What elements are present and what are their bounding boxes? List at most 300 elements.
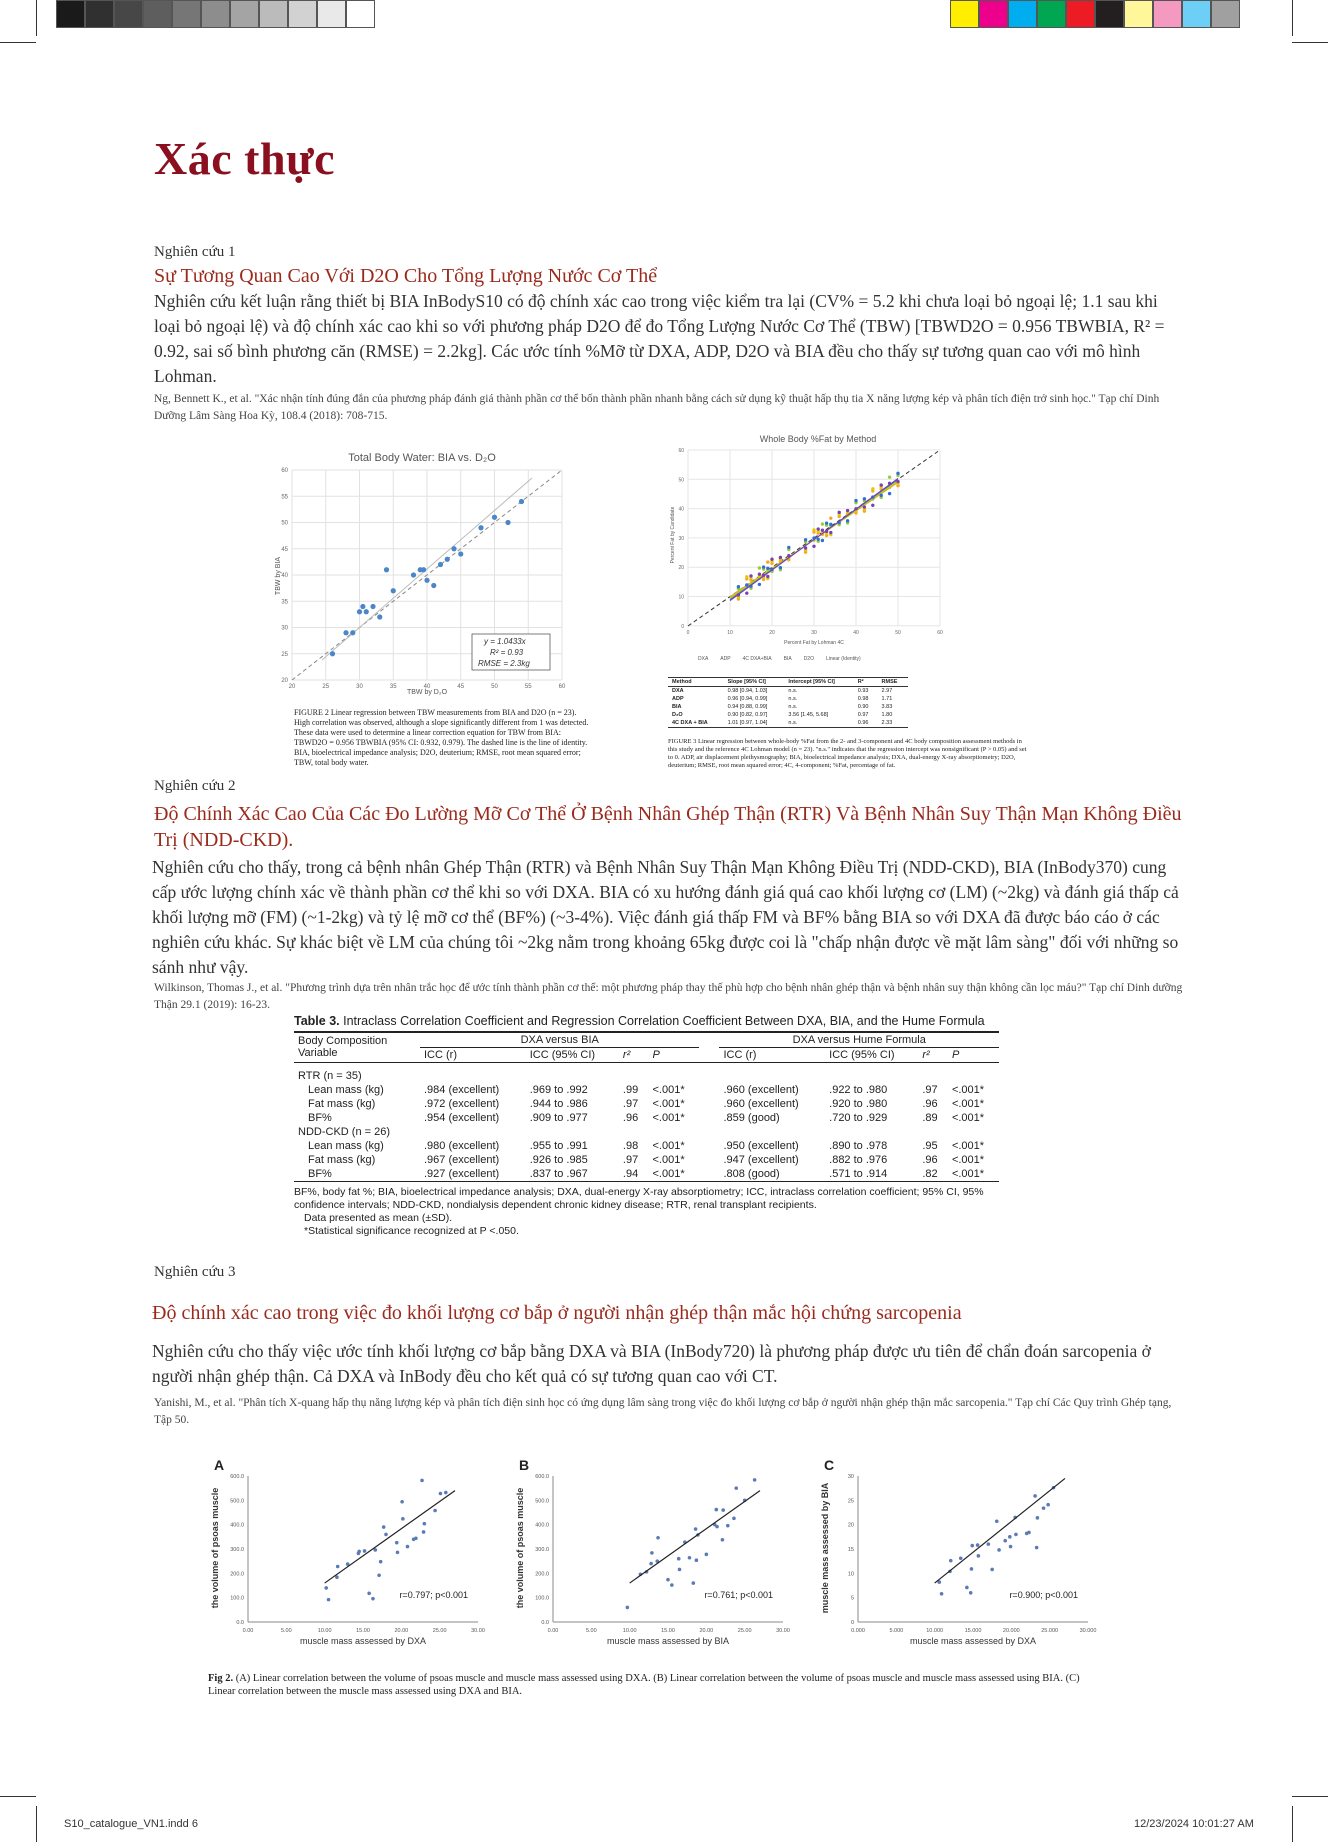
panel-xtick: 0.00 (242, 1628, 254, 1634)
pctfat-table-cell: DXA (672, 688, 684, 694)
table3-notes (294, 1186, 999, 1238)
panel-data-point (363, 1549, 367, 1553)
panel-letter: C (824, 1458, 835, 1473)
pctfat-table-cell: n.s. (788, 720, 798, 726)
pctfat-xlabel: Percent Fat by Lohman 4C (784, 640, 844, 646)
table3-cell: .926 to .985 (529, 1153, 588, 1166)
panel-data-point (357, 1550, 361, 1554)
pctfat-table-cell: n.s. (788, 704, 798, 710)
pctfat-table-cell: 0.94 [0.88, 0.99] (727, 704, 768, 710)
panel-data-point (705, 1553, 709, 1557)
panel-xtick: 0.00 (547, 1628, 559, 1634)
pctfat-table-cell: n.s. (788, 688, 798, 694)
panel-data-point (396, 1551, 400, 1555)
page-title: Xác thực (154, 133, 336, 184)
pctfat-table-cell: BIA (672, 704, 682, 710)
pctfat-xtick: 0 (686, 630, 690, 636)
tbw-data-point (519, 499, 524, 504)
psoas-caption-label: Fig 2. (208, 1673, 234, 1684)
panel-data-point (384, 1533, 388, 1537)
pctfat-table-cell: 2.33 (881, 720, 893, 726)
tbw-data-point (451, 546, 456, 551)
tbw-data-point (411, 572, 416, 577)
panel-ytick: 5 (850, 1595, 854, 1602)
table3-subheader: ICC (r) (424, 1049, 457, 1061)
panel-xtick: 5.00 (280, 1628, 292, 1634)
table3-cell: <.001* (951, 1111, 985, 1124)
panel-ytick: 200.0 (230, 1571, 244, 1578)
panel-data-point (678, 1568, 682, 1572)
panel-data-point (753, 1478, 757, 1482)
panel-data-point (677, 1557, 681, 1561)
tbw-ytick: 20 (281, 678, 288, 684)
panel-data-point (666, 1578, 670, 1582)
gray-swatch (288, 0, 317, 28)
pctfat-table-header: RMSE (881, 679, 898, 685)
table3-note-abbrev: BF%, body fat %; BIA, bioelectrical impedance analysis; DXA, dual-energy X-ray absorptiometry; ICC, intraclass correlation coefficient; 95% CI, 95% confidence intervals; NDD-CKD, nondialysis dependent chronic kidney disease; RTR, renal transplant recipients. (294, 1185, 984, 1211)
panel-ytick: 0.0 (541, 1620, 549, 1626)
tbw-xtick: 45 (457, 684, 465, 690)
table3-cell: .920 to .980 (829, 1097, 888, 1110)
tbw-data-point (330, 651, 335, 656)
study2-reference: Wilkinson, Thomas J., et al. "Phương trình dựa trên nhân trắc học để ước tính thành phần cơ thể: một phương pháp thay thế phù hợp cho bệnh nhân ghép thận và bệnh nhân suy thận không cần lọc máu?" Tạp chí Dinh dưỡng Thận 29.1 (2019): 16-23. (154, 982, 1183, 1011)
pctfat-table-row (668, 703, 908, 711)
panel-data-point (1003, 1539, 1007, 1543)
table3-cell: Fat mass (kg) (308, 1097, 376, 1110)
pctfat-data-point (779, 566, 782, 569)
panel-ytick: 25 (847, 1498, 854, 1505)
panel-data-point (401, 1517, 405, 1521)
panel-data-point (649, 1562, 653, 1566)
panel-data-point (1008, 1535, 1012, 1539)
panel-letter: B (519, 1458, 530, 1473)
crop-mark (0, 1796, 36, 1797)
panel-data-point (395, 1541, 399, 1545)
table3-group-bia: DXA versus BIA (420, 1033, 699, 1048)
panel-xtick: 15.000 (964, 1628, 982, 1634)
eq-rmse: RMSE = 2.3kg (478, 659, 530, 668)
table3-cell: .960 (excellent) (723, 1097, 799, 1110)
table3-caption-text: Intraclass Correlation Coefficient and Regression Correlation Coefficient Between DXA, BIA, and the Hume Formula (343, 1014, 985, 1028)
pctfat-ytick: 20 (678, 565, 684, 572)
panel-data-point (656, 1536, 660, 1540)
table3-cell: .859 (good) (723, 1111, 780, 1124)
tbw-xtick: 30 (356, 684, 363, 690)
tbw-data-point (458, 551, 463, 556)
tbw-ytick: 50 (281, 520, 288, 527)
table3-subheader: ICC (r) (723, 1049, 757, 1061)
panel-xtick: 20.000 (1002, 1628, 1020, 1634)
table3-caption-label: Table 3. (294, 1014, 340, 1028)
psoas-panel-b (509, 1458, 809, 1658)
pctfat-table-cell: 0.93 (857, 688, 869, 694)
pctfat-table-cell: 3.83 (881, 704, 893, 710)
pctfat-data-point (758, 566, 761, 569)
study1-body: Nghiên cứu kết luận rằng thiết bị BIA InBodyS10 có độ chính xác cao trong việc kiểm tra lại (CV% = 5.2 khi chưa loại bỏ ngoại lệ; 1.1 sau khi loại bỏ ngoại lệ) và độ chính xác cao khi so với phương pháp D2O để đo Tổng Lượng Nước Cơ Thể (TBW) [TBWD2O = 0.956 TBWBIA, R² = 0.92, sai số bình phương căn (RMSE) = 2.2kg]. Các ước tính %Mỡ từ DXA, ADP, D2O và BIA đều cho thấy sự tương quan cao với mô hình Lohman. (154, 291, 1165, 386)
tbw-ytick: 45 (281, 546, 288, 553)
table3-subheader: ICC (95% CI) (829, 1049, 895, 1061)
tbw-ytick: 25 (281, 651, 288, 658)
panel-xtick: 10.00 (317, 1628, 332, 1634)
pctfat-data-point (737, 585, 740, 588)
pctfat-figure (668, 430, 1028, 780)
table3-cell: .95 (922, 1139, 938, 1152)
panel-regression-line (630, 1491, 760, 1583)
pctfat-data-point (766, 560, 769, 563)
study2-label: Nghiên cứu 2 (154, 778, 236, 794)
panel-data-point (949, 1559, 953, 1563)
pctfat-table-cell: ADP (672, 696, 684, 702)
tbw-data-point (492, 515, 497, 520)
panel-data-point (726, 1524, 730, 1528)
panel-data-point (324, 1586, 328, 1590)
color-swatch (1095, 0, 1124, 28)
pctfat-data-point (821, 528, 824, 531)
pctfat-data-point (854, 499, 857, 502)
table3-cell: .97 (622, 1153, 639, 1166)
panel-data-point (995, 1519, 999, 1523)
panel-xtick: 15.00 (356, 1628, 370, 1634)
table3-cell: BF% (308, 1111, 332, 1124)
panel-data-point (976, 1543, 980, 1547)
table3-block (294, 1014, 999, 1238)
tbw-chart-title: Total Body Water: BIA vs. D₂O (348, 452, 496, 464)
table3-cell: .967 (excellent) (424, 1153, 500, 1166)
tbw-data-point (364, 609, 369, 614)
panel-ytick: 400.0 (535, 1522, 549, 1529)
pctfat-data-point (762, 565, 765, 568)
crop-mark (36, 1806, 37, 1842)
table3-cell: Lean mass (kg) (308, 1139, 384, 1152)
study1-reference: Ng, Bennett K., et al. "Xác nhận tính đúng đắn của phương pháp đánh giá thành phần cơ thể bốn thành phần nhanh bằng cách sử dụng kỹ thuật hấp thụ tia X năng lượng kép và phân tích điện trở sinh học." Tạp chí Dinh Dưỡng Lâm Sàng Hoa Kỳ, 108.4 (2018): 708-715. (154, 393, 1160, 422)
tbw-scatter-figure (272, 446, 589, 767)
pctfat-ytick: 60 (678, 448, 684, 454)
panel-xtick: 30.00 (471, 1628, 485, 1634)
table3-cell: .808 (good) (723, 1167, 780, 1180)
panel-data-point (970, 1567, 974, 1571)
table3-subheader: P (652, 1049, 660, 1061)
tbw-ytick: 40 (281, 573, 288, 579)
pctfat-data-point (766, 567, 769, 570)
panel-data-point (670, 1583, 674, 1587)
pctfat-data-point (804, 538, 807, 541)
table3-cell: <.001* (652, 1167, 685, 1180)
tbw-data-point (343, 630, 348, 635)
table3-cell: .954 (excellent) (424, 1111, 500, 1124)
tbw-xtick: 55 (524, 684, 532, 690)
panel-data-point (732, 1517, 736, 1521)
crop-mark (1292, 0, 1293, 36)
pctfat-ylabel: Percent Fat by Candidate (670, 506, 676, 564)
pctfat-data-point (863, 505, 866, 508)
table3-cell: BF% (308, 1167, 332, 1180)
panel-data-point (997, 1548, 1001, 1552)
table3-cell: <.001* (652, 1111, 685, 1124)
table3-cell: <.001* (951, 1167, 985, 1180)
tbw-data-point (391, 588, 396, 593)
gray-swatch (317, 0, 346, 28)
psoas-panel-c (814, 1458, 1114, 1658)
panel-xtick: 25.000 (1041, 1628, 1059, 1634)
panel-data-point (1042, 1506, 1046, 1510)
tbw-data-point (377, 614, 382, 619)
table3-subheader: r² (622, 1049, 631, 1061)
gray-swatch (172, 0, 201, 28)
footer-file-info: S10_catalogue_VN1.indd 6 (64, 1818, 198, 1830)
panel-data-point (626, 1606, 630, 1610)
panel-stat: r=0.761; p<0.001 (704, 1590, 773, 1600)
tbw-ytick: 30 (281, 625, 288, 632)
table3-cell: Lean mass (kg) (308, 1083, 384, 1096)
table3-cell: .97 (622, 1097, 639, 1110)
panel-data-point (695, 1558, 699, 1562)
table3-cell: <.001* (652, 1153, 685, 1166)
panel-ytick: 10 (847, 1571, 854, 1578)
table3-cell: <.001* (652, 1139, 685, 1152)
panel-data-point (650, 1551, 654, 1555)
gray-swatch-bar (56, 0, 375, 30)
psoas-figure (204, 1458, 1124, 1708)
tbw-data-point (445, 557, 450, 562)
table3-section-name: RTR (n = 35) (298, 1069, 362, 1082)
pctfat-data-point (880, 483, 883, 486)
gray-swatch (230, 0, 259, 28)
table3-cell: .972 (excellent) (424, 1097, 500, 1110)
color-swatch (1124, 0, 1153, 28)
panel-xlabel: muscle mass assessed by BIA (606, 1636, 730, 1646)
table3-cell: .89 (922, 1111, 938, 1124)
pctfat-data-point (821, 522, 824, 525)
panel-data-point (400, 1500, 404, 1504)
study3-reference: Yanishi, M., et al. "Phân tích X-quang hấp thụ năng lượng kép và phân tích điện sinh học có ứng dụng lâm sàng trong việc đo khối lượng cơ bắp ở người nhận ghép thận mắc sarcopenia." Tạp chí Các Quy trình Ghép tạng, Tập 50. (154, 1397, 1172, 1426)
gray-swatch (201, 0, 230, 28)
panel-data-point (965, 1586, 969, 1590)
panel-data-point (420, 1479, 424, 1483)
table3-cell: .97 (922, 1083, 938, 1096)
table3-cell: <.001* (951, 1083, 985, 1096)
panel-ytick: 30 (847, 1474, 854, 1480)
table3-cell: .94 (622, 1167, 639, 1180)
psoas-figure-caption (208, 1672, 1088, 1698)
table3-cell: .922 to .980 (829, 1083, 888, 1096)
pctfat-data-point (896, 472, 899, 475)
pctfat-table-header: Method (672, 679, 692, 685)
pctfat-data-point (758, 583, 761, 586)
table3-cell: .837 to .967 (529, 1167, 588, 1180)
pctfat-data-point (787, 546, 790, 549)
pctfat-table-cell: 0.90 [0.82, 0.97] (727, 712, 768, 718)
pctfat-data-point (749, 574, 752, 577)
panel-xtick: 15.00 (661, 1628, 675, 1634)
pctfat-scatter-chart (668, 430, 958, 660)
panel-data-point (423, 1522, 427, 1526)
panel-data-point (327, 1598, 331, 1602)
study2-title: Độ Chính Xác Cao Của Các Đo Lường Mỡ Cơ Thể Ở Bệnh Nhân Ghép Thận (RTR) Và Bệnh Nhân Suy Thận Mạn Không Điều Trị (NDD-CKD). (154, 803, 1182, 851)
panel-xtick: 0.000 (851, 1628, 865, 1634)
pctfat-data-point (821, 539, 824, 542)
pctfat-data-point (812, 528, 815, 531)
table3-cell: <.001* (652, 1083, 685, 1096)
panel-ytick: 500.0 (230, 1498, 244, 1505)
crop-mark (36, 0, 37, 36)
pctfat-table-row (668, 711, 908, 719)
panel-data-point (1046, 1503, 1050, 1507)
pctfat-table-cell: 0.96 (857, 720, 869, 726)
study1-title: Sự Tương Quan Cao Với D2O Cho Tổng Lượng Nước Cơ Thể (154, 265, 658, 287)
tbw-xlabel: TBW by D₂O (406, 689, 448, 696)
panel-ytick: 15 (847, 1547, 854, 1553)
table3-cell: .984 (excellent) (424, 1083, 500, 1096)
color-swatch (1037, 0, 1066, 28)
pctfat-ytick: 0 (681, 623, 684, 630)
tbw-xtick: 50 (491, 684, 498, 690)
pctfat-data-point (863, 497, 866, 500)
pctfat-data-point (871, 487, 874, 490)
panel-xtick: 25.00 (737, 1628, 752, 1634)
color-swatch (979, 0, 1008, 28)
gray-swatch (56, 0, 85, 28)
tbw-data-point (424, 578, 429, 583)
pctfat-ytick: 30 (678, 535, 684, 542)
table3-row (294, 1153, 999, 1167)
tbw-data-point (431, 583, 436, 588)
table3-cell: .955 to .991 (529, 1139, 588, 1152)
panel-xtick: 20.00 (394, 1628, 409, 1634)
tbw-figure-caption: FIGURE 2 Linear regression between TBW measurements from BIA and D2O (n = 23). High correlation was observed, although a slope significantly different from 1 was detected. These data were used to determine a linear correction equation for TBW from BIA: TBWD2O = 0.956 TBWBIA (95% CI: 0.932, 0.979). The dashed line is the line of identity. BIA, bioelectrical impedance analysis; D2O, deuterium; RMSE, root mean squared error; TBW, total body water. (294, 708, 589, 767)
pctfat-table-cell: D₂O (672, 712, 683, 718)
pctfat-data-point (817, 527, 820, 530)
psoas-caption-text: (A) Linear correlation between the volume of psoas muscle and muscle mass assessed using DXA. (B) Linear correlation between the volume of psoas muscle and muscle mass assessed using BIA. (C) Linear correlation between the muscle mass assessed using DXA and BIA. (208, 1673, 1080, 1697)
tbw-data-point (478, 525, 483, 530)
pctfat-xtick: 60 (937, 630, 943, 636)
table3-section-name: NDD-CKD (n = 26) (298, 1125, 390, 1138)
pctfat-table-cell: 4C DXA + BIA (672, 720, 708, 726)
crop-mark (1292, 1796, 1328, 1797)
panel-data-point (990, 1568, 994, 1572)
table3-caption (294, 1014, 999, 1033)
study3-title: Độ chính xác cao trong việc đo khối lượng cơ bắp ở người nhận ghép thận mắc hội chứng sarcopenia (152, 1302, 962, 1324)
panel-data-point (1036, 1516, 1040, 1520)
panel-data-point (377, 1573, 381, 1577)
panel-xlabel: muscle mass assessed by DXA (299, 1636, 427, 1646)
panel-regression-line (935, 1478, 1065, 1583)
pctfat-table-header: Intercept [95% CI] (788, 679, 835, 685)
pctfat-table-cell: 0.98 (857, 696, 869, 702)
panel-ytick: 300.0 (535, 1547, 549, 1553)
pctfat-table-cell: 1.80 (881, 712, 893, 718)
pctfat-data-point (829, 531, 832, 534)
pctfat-data-point (779, 556, 782, 559)
panel-xtick: 5.00 (585, 1628, 597, 1634)
panel-data-point (734, 1486, 738, 1490)
panel-ytick: 100.0 (230, 1595, 244, 1602)
pctfat-ytick: 50 (678, 477, 684, 484)
table3-subheader: r² (922, 1049, 930, 1061)
tbw-xtick: 35 (389, 684, 397, 690)
pctfat-table-row (668, 687, 908, 696)
table3-cell: <.001* (951, 1139, 985, 1152)
pctfat-legend-item: ADP (720, 656, 731, 662)
panel-ylabel: the volume of psoas muscle (210, 1487, 220, 1609)
panel-ytick: 20 (847, 1522, 854, 1529)
panel-data-point (688, 1556, 692, 1560)
study2-body: Nghiên cứu cho thấy, trong cả bệnh nhân Ghép Thận (RTR) và Bệnh Nhân Suy Thận Mạn Không Điều Trị (NDD-CKD), BIA (InBody370) cung cấp ước lượng chính xác về thành phần cơ thể khi so với DXA. BIA có xu hướng đánh giá quá cao khối lượng cơ (LM) (~2kg) và đánh giá thấp cả khối lượng mỡ (FM) (~1-2kg) và tỷ lệ mỡ cơ thể (BF%) (~3-4%). Việc đánh giá thấp FM và BF% bằng BIA so với DXA đã được báo cáo ở các nghiên cứu khác. Sự khác biệt về LM của chúng tôi ~2kg nằm trong khoảng 65kg được coi là "chấp nhận được về mặt lâm sàng" đối với những so sánh như vậy. (152, 857, 1179, 977)
panel-ytick: 100.0 (535, 1595, 549, 1602)
tbw-ylabel: TBW by BIA (275, 556, 282, 596)
color-swatch (1008, 0, 1037, 28)
pctfat-ytick: 40 (678, 506, 684, 513)
tbw-ytick: 60 (281, 468, 288, 474)
panel-xtick: 10.00 (622, 1628, 637, 1634)
panel-xlabel: muscle mass assessed by DXA (909, 1636, 1037, 1646)
pctfat-data-point (745, 575, 748, 578)
pctfat-legend-item: DXA (698, 656, 709, 662)
pctfat-data-point (871, 504, 874, 507)
color-swatch (1153, 0, 1182, 28)
table3-cell: .980 (excellent) (424, 1139, 500, 1152)
crop-mark (1292, 42, 1328, 43)
tbw-data-point (370, 604, 375, 609)
panel-data-point (940, 1592, 944, 1596)
tbw-xtick: 40 (423, 684, 431, 690)
pctfat-legend (698, 656, 861, 662)
pctfat-data-point (825, 521, 828, 524)
panel-data-point (987, 1542, 991, 1546)
table3-cell: .720 to .929 (829, 1111, 888, 1124)
panel-data-point (959, 1556, 963, 1560)
pctfat-data-point (888, 492, 891, 495)
panel-data-point (336, 1565, 340, 1569)
table3-group-hume: DXA versus Hume Formula (719, 1033, 999, 1048)
panel-ytick: 400.0 (230, 1522, 244, 1529)
table3-cell: .947 (excellent) (723, 1153, 799, 1166)
study1-label: Nghiên cứu 1 (154, 244, 236, 260)
pctfat-table-cell: 3.56 [1.45, 5.68] (788, 712, 829, 718)
table3-col-variable: Body Composition Variable (298, 1035, 388, 1059)
pctfat-legend-item: D2O (803, 656, 814, 662)
panel-data-point (422, 1530, 426, 1534)
panel-ylabel: muscle mass assessed by BIA (820, 1482, 830, 1614)
table3-subheader: P (951, 1049, 960, 1061)
panel-ytick: 500.0 (535, 1498, 549, 1505)
tbw-data-point (350, 630, 355, 635)
tbw-data-point (357, 609, 362, 614)
table3-cell: .890 to .978 (829, 1139, 888, 1152)
panel-data-point (367, 1591, 371, 1595)
pctfat-table-cell: n.s. (788, 696, 798, 702)
table3-row (294, 1097, 999, 1111)
tbw-data-point (505, 520, 510, 525)
panel-data-point (694, 1527, 698, 1531)
study3-body: Nghiên cứu cho thấy việc ước tính khối lượng cơ bắp bằng DXA và BIA (InBody720) là phương pháp được ưu tiên để chẩn đoán sarcopenia ở người nhận ghép thận. Cả DXA và InBody đều cho kết quả có sự tương quan cao với CT. (152, 1341, 1151, 1386)
study3-label: Nghiên cứu 3 (154, 1264, 236, 1280)
eq-slope: y = 1.0433x (484, 637, 526, 646)
panel-data-point (1014, 1533, 1018, 1537)
pctfat-table-cell: 1.01 [0.97, 1.04] (727, 720, 768, 726)
color-swatch (1211, 0, 1240, 28)
panel-ytick: 600.0 (230, 1474, 244, 1480)
table3-cell: .99 (622, 1083, 639, 1096)
pctfat-xtick: 10 (727, 630, 733, 636)
panel-data-point (406, 1545, 410, 1549)
panel-data-point (433, 1509, 437, 1513)
panel-ytick: 0.0 (236, 1620, 244, 1626)
pctfat-data-point (758, 572, 761, 575)
panel-ytick: 200.0 (535, 1571, 549, 1578)
pctfat-data-point (817, 538, 820, 541)
panel-data-point (414, 1536, 418, 1540)
table3-cell: .960 (excellent) (723, 1083, 799, 1096)
